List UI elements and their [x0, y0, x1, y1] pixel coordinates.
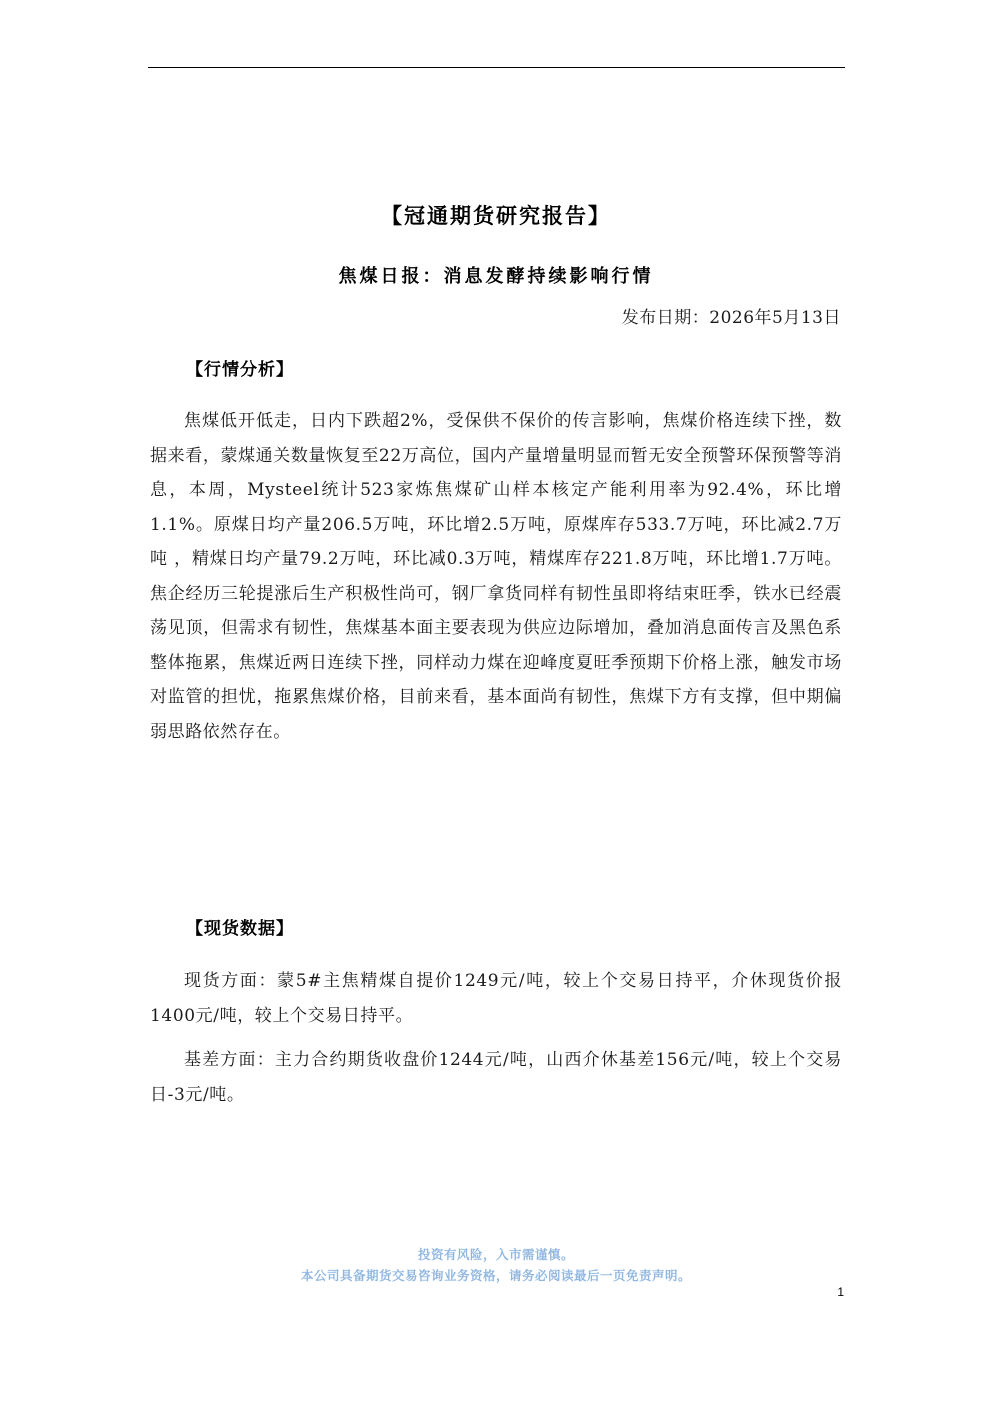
risk-notice: 投资有风险，入市需谨慎。 [417, 1247, 574, 1262]
publish-date: 发布日期：2026年5月13日 [621, 308, 841, 328]
report-title: 【冠通期货研究报告】 [381, 204, 611, 228]
spot-data-heading: 【现货数据】 [186, 919, 294, 939]
market-analysis-heading: 【行情分析】 [186, 360, 294, 380]
report-subtitle: 焦煤日报：消息发酵持续影响行情 [338, 266, 654, 287]
market-analysis-body: 焦煤低开低走，日内下跌超2%，受保供不保价的传言影响，焦煤价格连续下挫，数据来看，蒙煤通关数量恢复至22万高位，国内产量增量明显而暂无安全预警环保预警等消息，本周，Mysteel统计523家炼焦煤矿山样本核定产能利用率为92.4%，环比增1.1%。原煤日均产量206.5万吨，环比增2.5万吨，原煤库存533.7万吨，环比减2.7万吨 ，精煤日均产量79.2万吨，环比减0.3万吨，精煤库存221.8万吨，环比增1.7万吨。焦企经历三轮提涨后生产积极性尚可，钢厂拿货同样有韧性虽即将结束旺季，铁水已经震荡见顶，但需求有韧性，焦煤基本面主要表现为供应边际增加，叠加消息面传言及黑色系整体拖累，焦煤近两日连续下挫，同样动力煤在迎峰度夏旺季预期下价格上涨，触发市场对监管的担忧，拖累焦煤价格，目前来看，基本面尚有韧性，焦煤下方有支撑，但中期偏弱思路依然存在。 [150, 411, 842, 742]
page-number: 1 [837, 1285, 844, 1299]
spot-price-paragraph: 现货方面：蒙5#主焦精煤自提价1249元/吨，较上个交易日持平，介休现货价报1400元/吨，较上个交易日持平。 [150, 971, 842, 1026]
disclaimer: 本公司具备期货交易咨询业务资格，请务必阅读最后一页免责声明。 [300, 1268, 691, 1283]
basis-paragraph: 基差方面：主力合约期货收盘价1244元/吨，山西介休基差156元/吨，较上个交易日-3元/吨。 [150, 1050, 842, 1105]
header-rule [148, 67, 845, 68]
